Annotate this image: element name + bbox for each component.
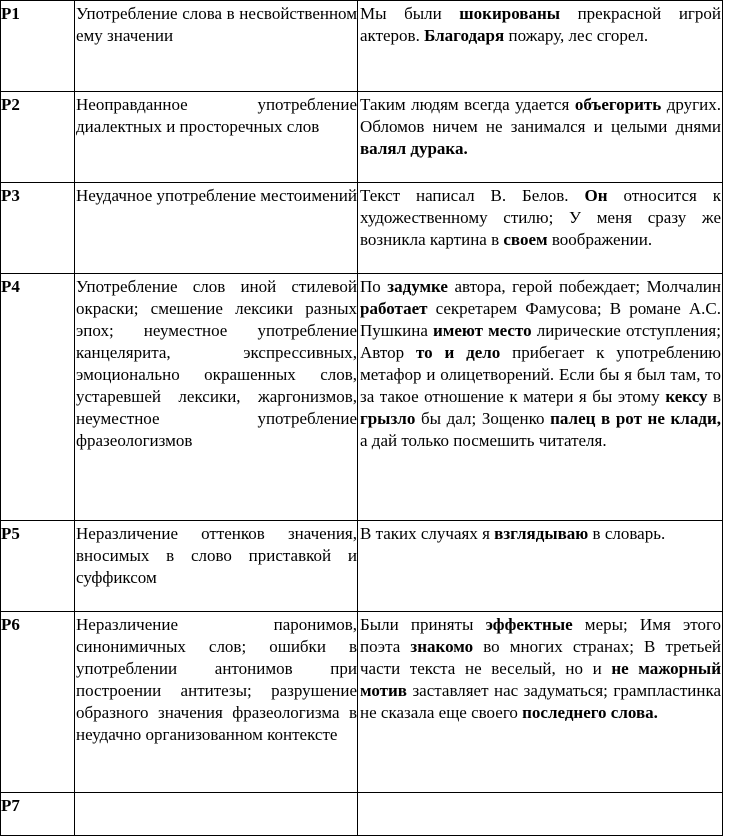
error-code: Р4: [1, 274, 75, 521]
example-text: Таким людям всегда удается: [360, 95, 575, 114]
example-text: других. Обломов ничем не занимался и целыми днями: [360, 95, 721, 136]
highlighted-error-word: палец в рот не клади,: [550, 409, 721, 428]
example-text: в словарь.: [588, 524, 666, 543]
error-code: Р3: [1, 183, 75, 274]
error-example: [358, 1, 723, 92]
highlighted-error-word: Он: [584, 186, 608, 205]
highlighted-error-word: своем: [503, 230, 548, 249]
table-row: [1, 521, 723, 612]
example-text: воображении.: [547, 230, 653, 249]
highlighted-error-word: объегорить: [574, 95, 662, 114]
highlighted-error-word: то и дело: [415, 343, 501, 362]
table-row: [1, 793, 723, 836]
error-code: Р1: [1, 1, 75, 92]
highlighted-error-word: знакомо: [410, 637, 474, 656]
example-text: прибегает к употреблению метафор и олицетворений. Если бы я был там, то за такое отношение к матери я бы этому: [360, 343, 721, 406]
error-example: [358, 521, 723, 612]
highlighted-error-word: валял дурака.: [360, 139, 468, 158]
example-text: Мы были: [360, 4, 460, 23]
error-description: Употребление слов иной стилевой окраски; смешение лексики разных эпох; неуместное употребление канцелярита, экспрессивных, эмоционально окрашенных слов, устаревшей лексики, жаргонизмов, неуместное употребление фразеологизмов: [75, 274, 358, 521]
example-text: бы дал; Зощенко: [415, 409, 551, 428]
example-text: относится к художественному стилю; У меня сразу же возникла картина в: [360, 186, 721, 249]
error-example: [358, 183, 723, 274]
highlighted-error-word: грызло: [360, 409, 416, 428]
highlighted-error-word: имеют место: [432, 321, 532, 340]
highlighted-error-word: последнего слова.: [522, 703, 658, 722]
highlighted-error-word: шокированы: [459, 4, 561, 23]
table-row: [1, 92, 723, 183]
example-text: во многих странах; В третьей части текста не веселый, но и: [360, 637, 721, 678]
highlighted-error-word: Благодаря: [424, 26, 505, 45]
table-row: [1, 183, 723, 274]
error-description: Употребление слова в несвойственном ему значении: [75, 1, 358, 92]
highlighted-error-word: работает: [360, 299, 428, 318]
example-text: По: [360, 277, 388, 296]
highlighted-error-word: кексу: [665, 387, 708, 406]
example-text: заставляет нас задуматься; грампластинка не сказала еще своего: [360, 681, 721, 722]
error-description: Неразличение паронимов, синонимичных слов; ошибки в употреблении антонимов при построении антитезы; разрушение образного значения фразеологизма в неудачно организованном контексте: [75, 612, 358, 793]
example-text: а дай только посмешить читателя.: [360, 431, 607, 450]
table-row: [1, 1, 723, 92]
example-text: прекрасной игрой актеров.: [360, 4, 721, 45]
error-example: [358, 274, 723, 521]
example-text: пожару, лес сгорел.: [504, 26, 649, 45]
highlighted-error-word: задумке: [387, 277, 448, 296]
example-text: В таких случаях я: [360, 524, 495, 543]
error-description: Неразличение оттенков значения, вносимых в слово приставкой и суффиксом: [75, 521, 358, 612]
error-code: Р6: [1, 612, 75, 793]
example-text: секретарем Фамусова; В романе А.С. Пушкина: [360, 299, 721, 340]
error-code: Р7: [1, 793, 75, 836]
example-text: Текст написал В. Белов.: [360, 186, 585, 205]
highlighted-error-word: эффектные: [485, 615, 573, 634]
example-text: в: [707, 387, 721, 406]
table-row: [1, 612, 723, 793]
error-example: [358, 92, 723, 183]
highlighted-error-word: не мажорный мотив: [360, 659, 721, 700]
error-description: Неоправданное употребление диалектных и просторечных слов: [75, 92, 358, 183]
example-text: автора, герой побеждает; Молчалин: [447, 277, 722, 296]
error-description: [75, 793, 358, 836]
error-code: Р2: [1, 92, 75, 183]
error-description: Неудачное употребление местоимений: [75, 183, 358, 274]
error-example: [358, 612, 723, 793]
error-code: Р5: [1, 521, 75, 612]
table-row: [1, 274, 723, 521]
example-text: лирические отступления; Автор: [360, 321, 721, 362]
example-text: Были приняты: [360, 615, 486, 634]
example-text: меры; Имя этого поэта: [360, 615, 721, 656]
error-example: [358, 793, 723, 836]
highlighted-error-word: взглядываю: [494, 524, 589, 543]
